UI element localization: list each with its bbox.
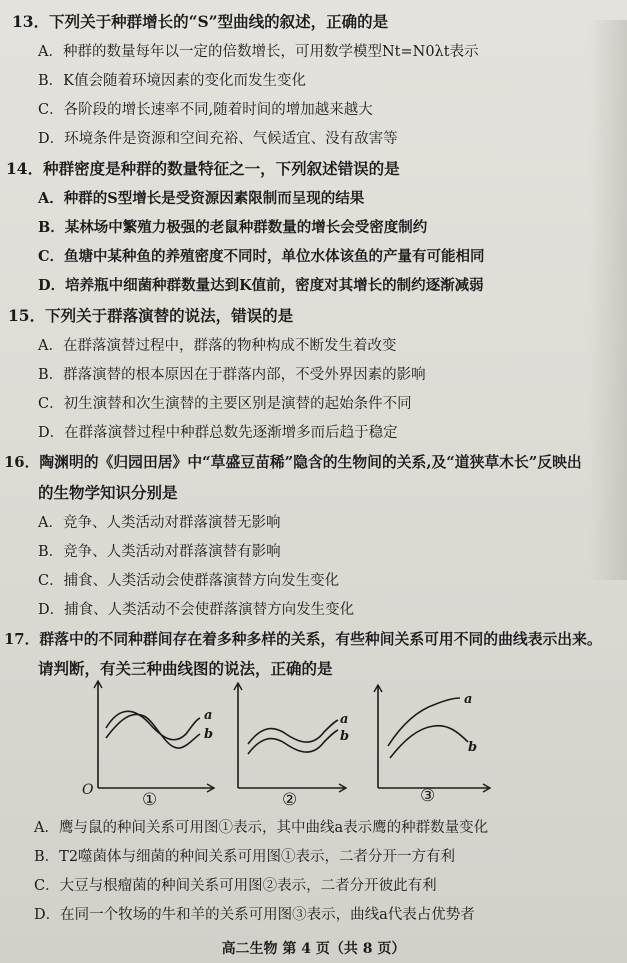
question-13-title: 13．下列关于种群增长的“S”型曲线的叙述，正确的是 — [12, 12, 389, 31]
figure-2-number: ② — [282, 790, 298, 810]
question-17-option-a: A．鹰与鼠的种间关系可用图①表示，其中曲线a表示鹰的种群数量变化 — [34, 820, 489, 836]
question-16-option-a: A．竞争、人类活动对群落演替无影响 — [38, 515, 281, 531]
question-16-option-c: C．捕食、人类活动会使群落演替方向发生变化 — [38, 573, 340, 589]
question-17-title: 17．群落中的不同种群间存在着多种多样的关系，有些种间关系可用不同的曲线表示出来。 — [4, 631, 602, 648]
question-13-option-a: A．种群的数量每年以一定的倍数增长，可用数学模型Nt=N0λt表示 — [38, 44, 479, 60]
question-15-title: 15．下列关于群落演替的说法，错误的是 — [8, 306, 294, 325]
page-footer: 高二生物 第 4 页（共 8 页） — [221, 941, 406, 957]
figure-1-label-a: a — [204, 708, 213, 723]
figure-3-graph — [376, 684, 492, 790]
question-17-option-d: D．在同一个牧场的牛和羊的关系可用图③表示，曲线a代表占优势者 — [34, 907, 475, 923]
question-14-option-b: B．某林场中繁殖力极强的老鼠种群数量的增长会受密度制约 — [38, 219, 428, 236]
figure-2-label-b: b — [340, 729, 350, 744]
question-14-option-a: A．种群的S型增长是受资源因素限制而呈现的结果 — [38, 190, 365, 207]
question-13-option-b: B．K值会随着环境因素的变化而发生变化 — [38, 73, 306, 89]
question-17-title-continued: 请判断，有关三种曲线图的说法，正确的是 — [38, 659, 333, 678]
figure-2-label-a: a — [340, 712, 349, 727]
question-15-option-d: D．在群落演替过程中种群总数先逐渐增多而后趋于稳定 — [38, 425, 398, 441]
figure-1-number: ① — [142, 790, 158, 810]
question-16-option-d: D．捕食、人类活动不会使群落演替方向发生变化 — [38, 602, 355, 618]
question-15-option-c: C．初生演替和次生演替的主要区别是演替的起始条件不同 — [38, 396, 412, 412]
question-17-option-b: B．T2噬菌体与细菌的种间关系可用图①表示，二者分开一方有利 — [34, 849, 456, 865]
question-16-title-continued: 的生物学知识分别是 — [38, 483, 178, 502]
question-15-option-a: A．在群落演替过程中，群落的物种构成不断发生着改变 — [38, 338, 397, 354]
figure-2-graph — [236, 682, 348, 790]
figure-3-curve-b — [390, 726, 468, 758]
question-13-option-c: C．各阶段的增长速率不同,随着时间的增加越来越大 — [38, 102, 373, 118]
figure-3-label-a: a — [464, 692, 473, 707]
figure-1-graph — [96, 680, 216, 790]
question-16-title: 16．陶渊明的《归园田居》中“草盛豆苗稀”隐含的生物间的关系,及“道狭草木长”反映出 — [4, 454, 582, 471]
question-14-title: 14．种群密度是种群的数量特征之一，下列叙述错误的是 — [6, 159, 400, 178]
figure-2-curve-b — [248, 730, 338, 754]
question-14-option-d: D．培养瓶中细菌种群数量达到K值前，密度对其增长的制约逐渐减弱 — [38, 277, 484, 294]
question-14-option-c: C．鱼塘中某种鱼的养殖密度不同时，单位水体该鱼的产量有可能相同 — [38, 248, 485, 265]
figure-3-curve-a — [388, 698, 460, 746]
figure-1-curve-b — [106, 714, 200, 748]
figure-1-label-b: b — [204, 727, 214, 742]
figure-1-origin: O — [82, 782, 94, 798]
question-15-option-b: B．群落演替的根本原因在于群落内部，不受外界因素的影响 — [38, 367, 426, 383]
figure-3-label-b: b — [468, 740, 478, 755]
figure-3-number: ③ — [420, 786, 436, 806]
question-13-option-d: D．环境条件是资源和空间充裕、气候适宜、没有敌害等 — [38, 131, 398, 147]
adjacent-page-shadow — [589, 20, 627, 580]
question-16-option-b: B．竞争、人类活动对群落演替有影响 — [38, 544, 281, 560]
question-17-option-c: C．大豆与根瘤菌的种间关系可用图②表示，二者分开彼此有利 — [34, 878, 437, 894]
